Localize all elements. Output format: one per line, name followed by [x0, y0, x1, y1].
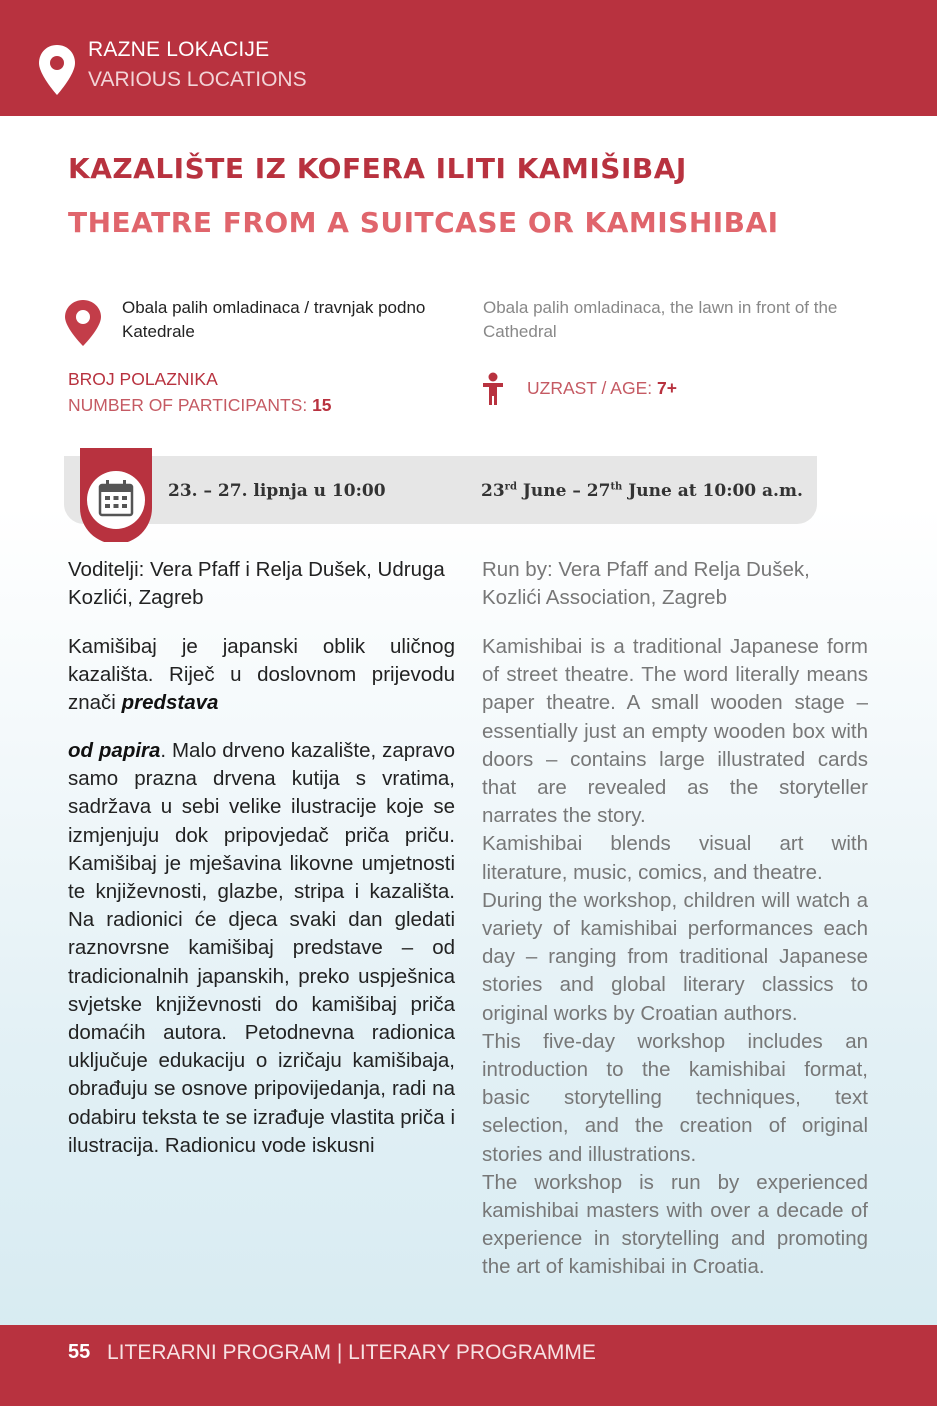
age-info: [527, 378, 677, 399]
section-label: LITERARNI PROGRAM | LITERARY PROGRAMME: [107, 1341, 596, 1364]
age-label: UZRAST / AGE:: [527, 378, 653, 398]
participants-label-en: [68, 395, 332, 416]
description-en-paragraph: The workshop is run by experienced kamishibai masters with over a decade of experience in storytelling and promoting the art of kamishibai in Croatia.: [482, 1170, 868, 1279]
run-by-croatian: Voditelji: Vera Pfaff i Relja Dušek, Udruga Kozlići, Zagreb: [68, 558, 445, 609]
age-value: 7+: [657, 378, 677, 398]
description-en-paragraph: Kamishibai is a traditional Japanese form of street theatre. The word literally means paper theatre. A small wooden stage – essentially just an empty wooden box with doors – contains large illustrated cards that are revealed as the storyteller narrates the story.: [482, 635, 868, 828]
calendar-tab: [80, 448, 152, 542]
page-number: 55: [68, 1341, 91, 1363]
date-en-sup: th: [610, 481, 623, 493]
description-en-paragraph: This five-day workshop includes an introduction to the kamishibai format, basic storytelling techniques, text selection, and the creation of original stories and illustrations.: [482, 1029, 868, 1166]
title-croatian: KAZALIŠTE IZ KOFERA ILITI KAMIŠIBAJ: [68, 152, 687, 185]
page-footer: [0, 1325, 937, 1406]
description-hr-text: Kamišibaj je japanski oblik uličnog kazališta. Riječ u doslovnom prijevodu znači: [68, 635, 455, 715]
location-pin-icon: [64, 299, 102, 347]
title-english: THEATRE FROM A SUITCASE OR KAMISHIBAI: [68, 206, 779, 239]
location-english: Obala palih omladinaca, the lawn in front of the Cathedral: [483, 298, 838, 341]
date-croatian: 23. – 27. lipnja u 10:00: [168, 481, 386, 501]
description-hr-emphasis: predstava: [121, 691, 219, 715]
run-by-english: Run by: Vera Pfaff and Relja Dušek, Kozlići Association, Zagreb: [482, 558, 810, 609]
location-pin-icon: [38, 44, 76, 96]
location-croatian: Obala palih omladinaca / travnjak podno Katedrale: [122, 298, 426, 341]
header-location-en: VARIOUS LOCATIONS: [88, 68, 307, 91]
participants-value: 15: [312, 395, 332, 415]
page-header: [0, 0, 937, 116]
description-en-paragraph: Kamishibai blends visual art with literature, music, comics, and theatre.: [482, 832, 868, 884]
child-icon: [481, 372, 505, 406]
date-en-part: June – 27: [516, 481, 611, 501]
description-croatian-main: [68, 737, 455, 1160]
description-hr-text: . Malo drveno kazalište, zapravo samo prazna drvena kutija s vratima, sadržava u sebi velike ilustracije koje se izmjenjuju dok pripovjedač priča priču. Kamišibaj je mješavina likovne umjetnosti te književnosti, glazbe, stripa i kazališta. Na radionici će djeca svaki dan gledati raznovrsne kamišibaj predstave – od tradicionalnih japanskih, preko uspješnica svjetske književnosti do kamišibaj priča domaćih autora. Petodnevna radionica uključuje edukaciju o izričaju kamišibaja, obrađuju se osnove pripovijedanja, radi na odabiru teksta te se izrađuje vlastita priča i ilustracija. Radionicu vode iskusni: [68, 739, 455, 1157]
description-en-paragraph: During the workshop, children will watch a variety of kamishibai performances each day – ranging from traditional Japanese stories and global literary classics to original works by Croatian authors.: [482, 888, 868, 1025]
date-en-sup: rd: [504, 481, 517, 493]
date-english: [481, 481, 803, 501]
description-croatian-intro: [68, 633, 455, 718]
description-hr-emphasis: od papira: [68, 739, 161, 762]
description-english: [482, 633, 868, 1282]
participants-label-text: NUMBER OF PARTICIPANTS:: [68, 395, 308, 415]
date-en-part: 23: [481, 481, 505, 501]
date-en-part: June at 10:00 a.m.: [622, 481, 803, 501]
header-location-hr: RAZNE LOKACIJE: [88, 38, 270, 61]
participants-label-hr: BROJ POLAZNIKA: [68, 369, 218, 389]
